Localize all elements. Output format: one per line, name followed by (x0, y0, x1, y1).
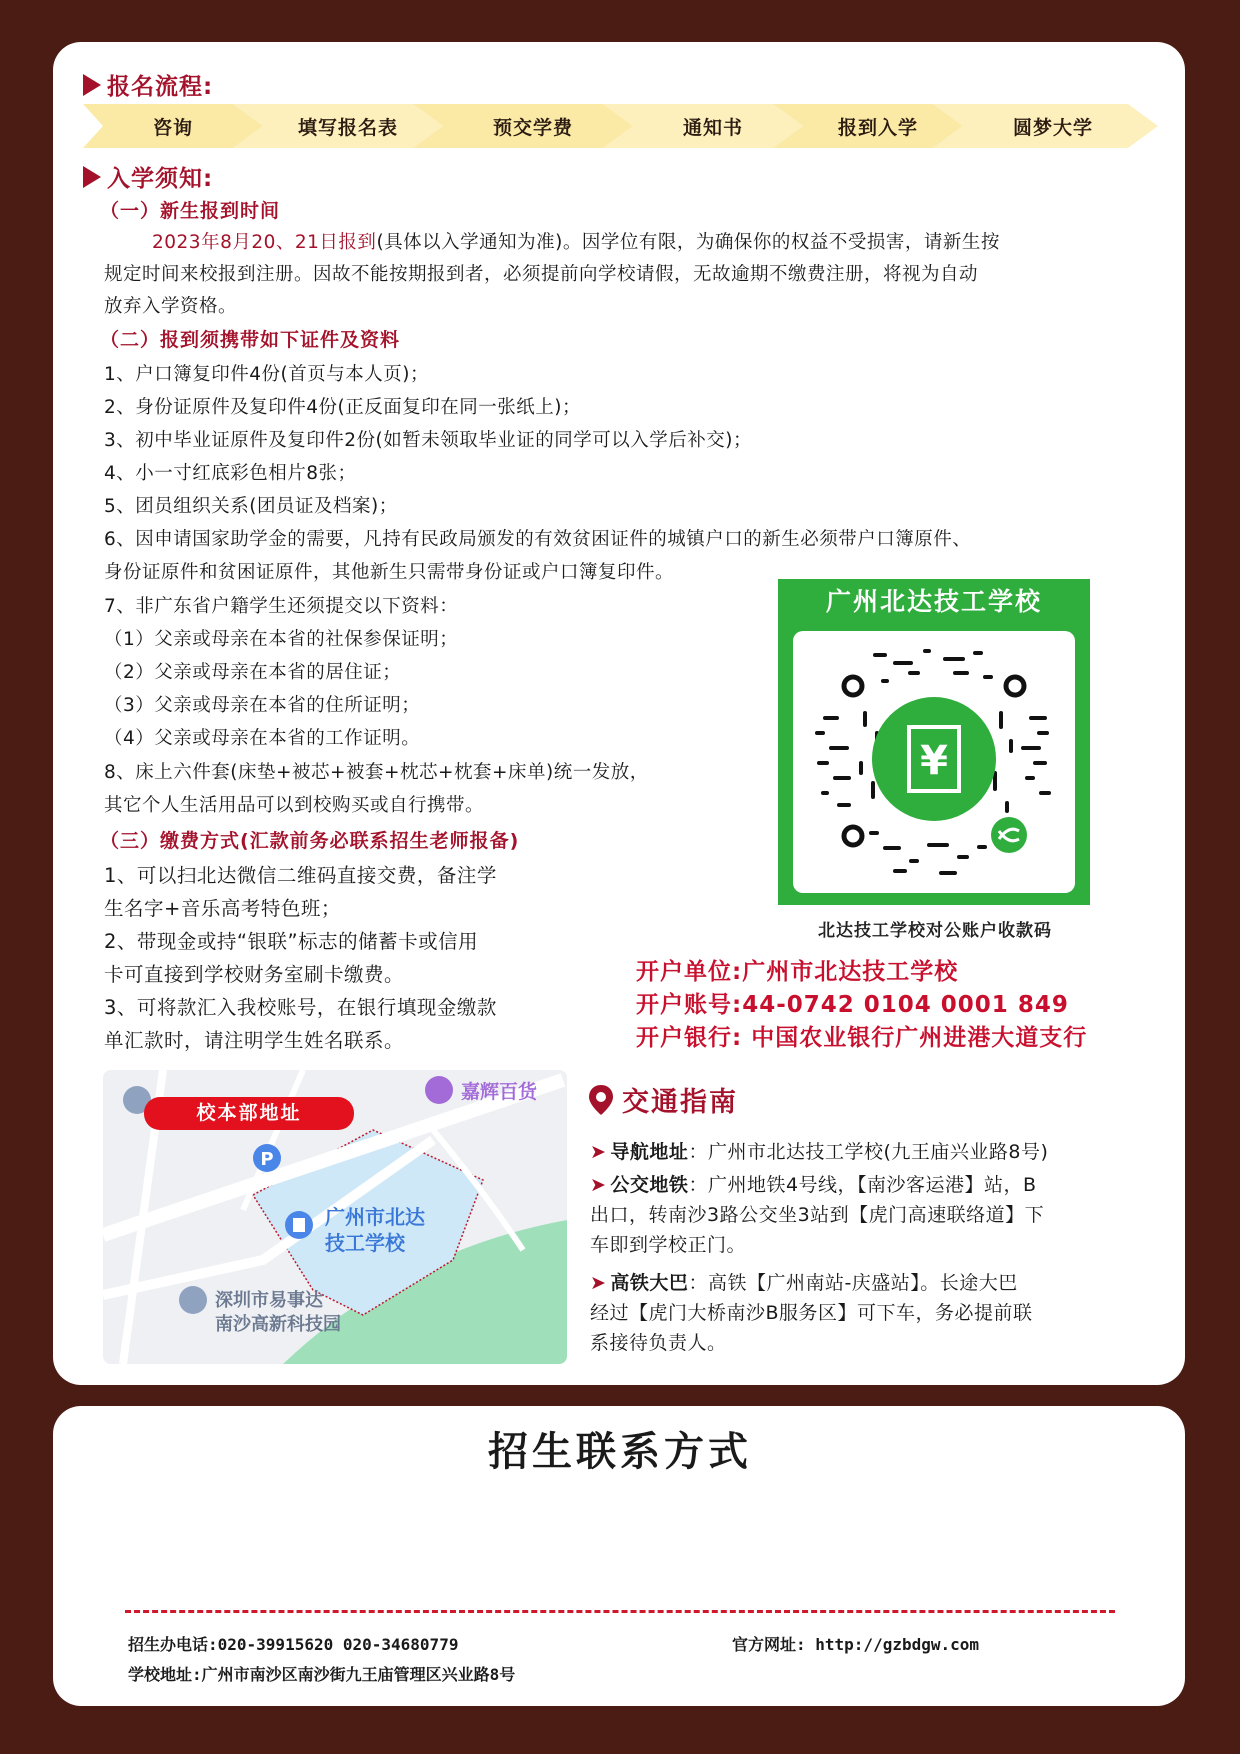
list-item: 6、因申请国家助学金的需要，凡持有民政局颁发的有效贫困证件的城镇户口的新生必须带户口簿原件、 (104, 529, 972, 550)
enroll-heading: 报名流程: (83, 68, 213, 101)
traffic-heading: 交通指南 (588, 1080, 738, 1119)
contact-website[interactable]: 官方网址: http://gzbdgw.com (732, 1635, 980, 1654)
section3-title: （三）缴费方式(汇款前务必联系招生老师报备) (100, 830, 520, 852)
payment-line: 生名字+音乐高考特色班； (104, 897, 341, 920)
list-item: 1、户口簿复印件4份(首页与本人页)； (104, 364, 429, 385)
rail-line-3: 系接待负责人。 (590, 1332, 727, 1354)
list-item: （3）父亲或母亲在本省的住所证明； (104, 695, 421, 716)
section1-line3: 放弃入学资格。 (104, 296, 238, 317)
flow-step: 咨询 (152, 116, 193, 139)
contact-address: 学校地址:广州市南沙区南沙街九王庙管理区兴业路8号 (128, 1665, 516, 1684)
qr-caption: 北达技工学校对公账户收款码 (818, 921, 1052, 941)
triangle-icon (83, 166, 101, 188)
flow-step: 圆梦大学 (1012, 116, 1093, 139)
yuan-icon: ¥ (920, 738, 948, 784)
arrow-icon: ➤ (590, 1141, 607, 1163)
rail-line-2: 经过【虎门大桥南沙B服务区】可下车，务必提前联 (590, 1302, 1033, 1324)
section1-line2: 规定时间来校报到注册。因故不能按期报到者，必须提前向学校请假，无故逾期不缴费注册，将视为自动 (104, 264, 979, 285)
arrow-icon: ➤ (590, 1272, 607, 1294)
enroll-flow (83, 104, 1158, 148)
list-item: 7、非广东省户籍学生还须提交以下资料： (104, 596, 459, 617)
divider (125, 1610, 1115, 1613)
payment-line: 3、可将款汇入我校账号，在银行填现金缴款 (104, 996, 497, 1019)
section2-title: （二）报到须携带如下证件及资料 (100, 329, 401, 351)
list-item: 3、初中毕业证原件及复印件2份(如暂未领取毕业证的同学可以入学后补交)； (104, 430, 752, 451)
map-poi-park-1: 深圳市易事达 (215, 1290, 323, 1311)
account-number: 开户账号:44-0742 0104 0001 849 (636, 992, 1069, 1018)
list-item: 其它个人生活用品可以到校购买或自行携带。 (104, 795, 485, 816)
contact-title: 招生联系方式 (488, 1429, 752, 1475)
bus-line-1: ➤ 公交地铁：广州地铁4号线，【南沙客运港】站，B (590, 1174, 1037, 1196)
nav-address: ➤ 导航地址：广州市北达技工学校(九王庙兴业路8号) (590, 1141, 1049, 1163)
location-pin-icon (588, 1084, 614, 1116)
flow-step: 预交学费 (492, 116, 573, 139)
payment-line: 卡可直接到学校财务室刷卡缴费。 (104, 963, 405, 986)
map-poi-school-1: 广州市北达 (325, 1205, 425, 1229)
section1-title: （一）新生报到时间 (100, 200, 281, 222)
account-bank: 开户银行: 中国农业银行广州进港大道支行 (636, 1025, 1088, 1051)
qr-code-panel (778, 579, 1090, 905)
report-date: 2023年8月20、21日报到 (152, 232, 377, 253)
flow-step: 填写报名表 (297, 116, 398, 139)
bus-line-3: 车即到学校正门。 (590, 1234, 747, 1256)
list-item: 身份证原件和贫困证原件，其他新生只需带身份证或户口簿复印件。 (104, 562, 675, 583)
payment-line: 单汇款时，请注明学生姓名联系。 (104, 1029, 405, 1052)
list-item: （2）父亲或母亲在本省的居住证； (104, 662, 402, 683)
arrow-icon: ➤ (590, 1174, 607, 1196)
list-item: 2、身份证原件及复印件4份(正反面复印在同一张纸上)； (104, 397, 581, 418)
map-poi-store: 嘉辉百货 (461, 1081, 538, 1103)
list-item: 4、小一寸红底彩色相片8张； (104, 463, 357, 484)
map-label: 校本部地址 (144, 1097, 354, 1130)
map-poi-park-2: 南沙高新科技园 (215, 1314, 341, 1335)
flow-step: 通知书 (682, 116, 743, 139)
list-item: 8、床上六件套(床垫+被芯+被套+枕芯+枕套+床单)统一发放， (104, 762, 649, 783)
contact-phone: 招生办电话:020-39915620 020-34680779 (128, 1635, 459, 1654)
flow-step: 报到入学 (837, 116, 918, 139)
triangle-icon (83, 74, 101, 96)
bus-line-2: 出口，转南沙3路公交坐3站到【虎门高速联络道】下 (590, 1204, 1045, 1226)
qr-title: 广州北达技工学校 (825, 587, 1042, 616)
section1-line1: 2023年8月20、21日报到(具体以入学通知为准)。因学位有限，为确保你的权益不受损害，请新生按 (152, 232, 1000, 253)
parking-icon: P (260, 1149, 274, 1170)
qr-code[interactable] (793, 631, 1075, 893)
rail-line-1: ➤ 高铁大巴：高铁【广州南站-庆盛站】。长途大巴 (590, 1272, 1018, 1294)
qr-pattern (793, 631, 1075, 893)
shop-pin-icon (425, 1076, 453, 1104)
notice-heading: 入学须知: (83, 160, 213, 193)
account-unit: 开户单位:广州市北达技工学校 (636, 959, 959, 985)
payment-line: 2、带现金或持“银联”标志的储蓄卡或信用 (104, 930, 479, 953)
building-pin-icon (179, 1286, 207, 1314)
list-item: 5、团员组织关系(团员证及档案)； (104, 496, 398, 517)
list-item: （4）父亲或母亲在本省的工作证明。 (104, 728, 421, 749)
payment-line: 1、可以扫北达微信二维码直接交费，备注学 (104, 864, 497, 887)
map-poi-school-2: 技工学校 (325, 1231, 405, 1255)
list-item: （1）父亲或母亲在本省的社保参保证明； (104, 629, 459, 650)
